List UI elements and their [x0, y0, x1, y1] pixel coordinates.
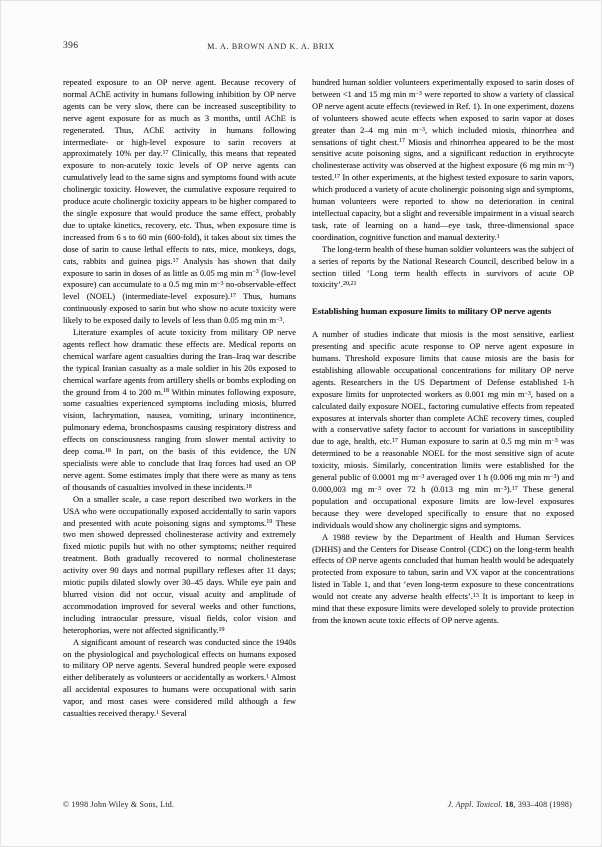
journal-name: J. Appl. Toxicol. [447, 800, 503, 809]
paragraph: repeated exposure to an OP nerve agent. Because recovery of normal AChE activity in humans following inhibition by OP nerve agents can be very slow, there can be increased susceptibility to nerve agent exposure for as much as 3 months, until AChE is regenerated. Thus, AChE activity in humans following intermediate- or high-level exposure to sarin recovers at approximately 10% per day.$^{17}$ Clinically, this means that repeated exposure to non-acutely toxic levels of OP nerve agents can cumulatively lead to the same signs and symptoms found with acute cholinergic toxicity. However, the cumulative exposure required to produce acute cholinergic toxicity appears to be higher compared to the single exposure that would produce the same effect, probably due to uptake kinetics, recovery, etc. Thus, when exposure time is increased from 6 s to 60 min (600-fold), it takes about six times the dose of sarin to cause lethal effects to rats, mice, monkeys, dogs, cats, rabbits and guinea pigs.$^{17}$ Analysis has shown that daily exposure to sarin in doses of as little as 0.05 mg $\min m^{-3}$ (low-level exposure) can accumulate to a 0.5 mg $\min m^{-3}$ no-observable-effect level (NOEL) (intermediate-level exposure).$^{17}$ Thus, humans continuously exposed to sarin but who show no acute toxicity were likely to be exposed daily to levels of less than 0.05 mg $\min m^{-3}$. [63, 77, 297, 326]
journal-citation [448, 800, 572, 809]
copyright-notice: © 1998 John Wiley & Sons, Ltd. [63, 800, 175, 809]
paragraph: A significant amount of research was conducted since the 1940s on the physiological and psychological effects on humans exposed to military OP nerve agents. Several hundred people were exposed either deliberately as volunteers or accidentally as workers.$^1$ Almost all accidental exposures to humans were occupational with sarin vapor, and most cases were considered mild although a few casualties received therapy.$^1$ Several [63, 636, 296, 719]
paragraph: On a smaller scale, a case report described two workers in the USA who were occupationally exposed accidentally to sarin vapors and presented with acute poisoning signs and symptoms.$^{19}$ These two men showed depressed cholinesterase activity and extremely fixed miotic pupils but with no other symptoms; neither required treatment. Both gradually recovered to normal cholinesterase activity over 90 days and normal pupillary reflexes after 11 days; miotic pupils dilated slowly over 30–45 days. While eye pain and blurred vision did not occur, visual acuity and amplitude of accommodation improved for several weeks and other functions, including intraocular pressure, visual fields, color vision and heterophorias, were not affected significantly.$^{19}$ [63, 493, 296, 635]
paragraph: Literature examples of acute toxicity from military OP nerve agents reflect how dramatic these effects are. Medical reports on chemical warfare agent casualties during the Iran–Iraq war describe the typical Iranian casualty as a male soldier in his 20s exposed to chemical warfare agents from artillery shells or bombs exploding on the ground from 4 to 200 m.$^{18}$ Within minutes following exposure, some casualties experienced symptoms including miosis, blurred vision, lachrymation, nausea, vomiting, urinary incontinence, pulmonary edema, bronchospasms causing respiratory distress and effects on consciousness ranging from slower mental activity to deep coma.$^{18}$ In part, on the basis of this evidence, the UN specialists were able to conclude that Iraq forces had used an OP nerve agent. Some estimates imply that there were as many as tens of thousands of casualties involved in these incidents.$^{18}$ [63, 327, 297, 492]
paragraph: A number of studies indicate that miosis is the most sensitive, earliest presenting and specific acute response to OP nerve agent exposure in humans. Threshold exposure limits that cause miosis are the basis for establishing allowable occupational concentrations for military OP nerve agents. Researchers in the US Department of Defense established 1-h exposure limits for unprotected workers as 0.001 mg $\min m^{-3}$, based on a calculated daily exposure NOEL, factoring cumulative effects from repeated exposures at intervals shorter than complete AChE recovery times, coupled with a conservative safety factor to account for variations in susceptibility due to age, health, etc.$^{17}$ Human exposure to sarin at 0.5 mg $\min m^{-3}$ was determined to be a reasonable NOEL for the most sensitive sign of acute toxicity, miosis. Similarly, concentration limits were established for the general public of 0.0001 mg $m^{-3}$ averaged over 1 h (0.006 mg $\min m^{-3}$) and 0.000,003 mg $m^{-3}$ over 72 h (0.013 mg $\min m^{-3}).^{17}$ These general population and occupational exposure limits are low-level exposures because they were developed specifically to ensure that no exposed individuals would show any cholinergic signs and symptoms. [312, 329, 575, 530]
paragraph: The long-term health of these human soldier volunteers was the subject of a series of reports by the National Research Council, described below in a section titled ‘Long term health effects in survivors of acute OP toxicity’.$^{20,21}$ [312, 243, 574, 290]
section-heading: Establishing human exposure limits to military OP nerve agents [312, 306, 552, 317]
page-number: 396 [63, 41, 79, 51]
right-column [312, 77, 574, 627]
journal-volume: 18 [505, 800, 514, 809]
journal-pages-year: , 393–408 (1998) [513, 800, 572, 809]
left-column [63, 77, 296, 720]
paragraph: A 1988 review by the Department of Health and Human Services (DHHS) and the Centers for Disease Control (CDC) on the long-term health effects of OP nerve agents concluded that human health would be adequately protected from exposure to tabun, sarin and VX vapor at the concentrations listed in Table 1, and that ‘even long-term exposure to these concentrations would not create any adverse health effects’.$^{13}$ It is important to keep in mind that these exposure limits were developed solely to provide protection from the known acute toxic effects of OP nerve agents. [312, 531, 574, 625]
paragraph: hundred human soldier volunteers experimentally exposed to sarin doses of between <1 and 15 mg $\min m^{-3}$ were reported to show a variety of classical OP nerve agent acute effects (reviewed in Ref. 1). In one experiment, dozens of volunteers showed acute effects when exposed to sarin vapor at doses greater than 2–4 mg $\min m^{-3}$, which included miosis, rhinorrhea and sensations of tight chest.$^{17}$ Miosis and rhinorrhea appeared to be the most sensitive acute poisoning signs, and a significant reduction in erythrocyte cholinesterase activity was observed at the highest exposure (6 mg $\min m^{-3}$) tested.$^{17}$ In other experiments, at the highest tested exposure to sarin vapors, which produced a variety of acute cholinergic poisoning sign and symptoms, human volunteers were reported to show no deterioration in central intellectual capacity, but a slight and reversible impairment in a visual search task, rate of learning on a hand—eye task, three-dimensional space coordination, cognitive function and manual dexterity.$^1$ [312, 77, 574, 242]
running-title: M. A. BROWN AND K. A. BRIX [207, 42, 335, 51]
